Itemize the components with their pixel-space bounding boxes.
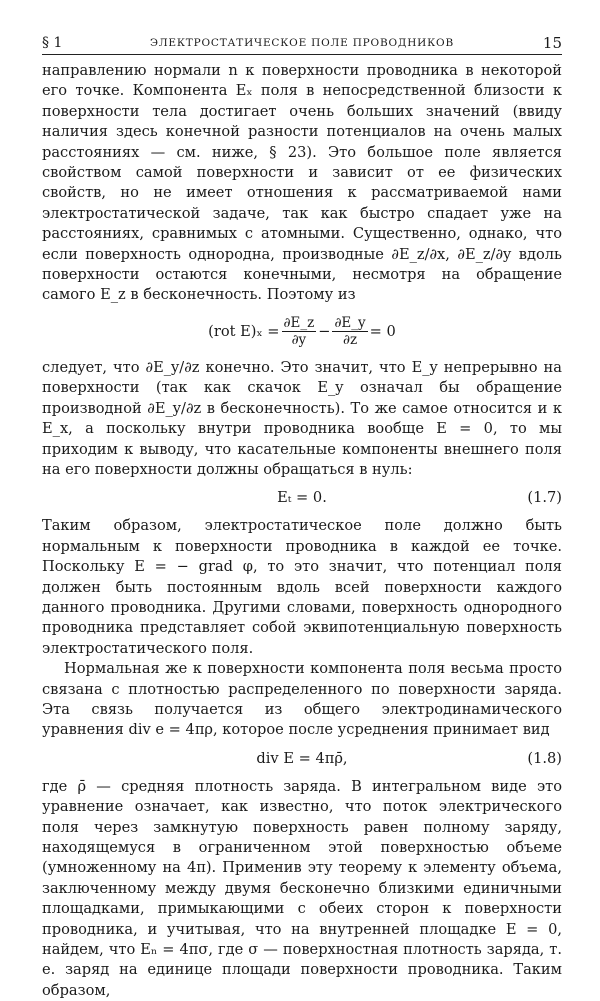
paragraph-1: направлению нормали n к поверхности проводника в некоторой его точке. Компонента Eₓ поля в непосредственной близости к поверхности тела достигает очень больших значений (ввиду наличия здесь конечной разности потенциалов на очень малых расстояниях — см. ниже, § 23). Это большое поле является свойством самой поверхности и зависит от ее физических свойств, но не имеет отношения к рассматриваемой нами электростатической задаче, так как быстро спадает уже на расстояниях, сравнимых с атомными. Существенно, однако, что если поверхность однородна, производные ∂E_z/∂x, ∂E_z/∂y вдоль поверхности остаются конечными, несмотря на обращение самого E_z в бесконечность. Поэтому из [42,62,562,304]
fraction-denominator: ∂y [291,332,307,349]
fraction-dEy-dz [332,315,367,348]
equation-expression: div E = 4πρ̄, [256,749,348,767]
equation-rot-rhs: = 0 [369,322,396,340]
equation-1-7 [42,484,562,512]
page-number: 15 [542,34,562,52]
fraction-denominator: ∂z [343,332,358,349]
equation-1-8 [42,745,562,773]
paragraph-5: где ρ̄ — средняя плотность заряда. В интегральном виде это уравнение означает, как известно, что поток электрического поля через замкнутую поверхность равен полному заряду, находящемуся в ограниченном этой поверхностью объеме (умноженному на 4π). Применив эту теорему к элементу объема, заключенному между двумя бесконечно близкими единичными площадками, примыкающими с обеих сторон к поверхности проводника, и учитывая, что на внутренней площадке E = 0, найдем, что Eₙ = 4πσ, где σ — поверхностная плотность заряда, т. е. заряд на единице площади поверхности проводника. Таким образом, [42,777,562,999]
fraction-numerator: ∂E_y [334,315,366,332]
minus-sign: − [318,322,331,340]
page [42,32,562,1001]
paragraph-2: следует, что ∂E_y/∂z конечно. Это значит, что E_y непрерывно на поверхности (так как скачок E_y означал бы обращение производной ∂E_y/∂z в бесконечность). То же самое относится и к E_x, а поскольку внутри проводника вообще E = 0, то мы приходим к выводу, что касательные компоненты внешнего поля на его поверхности должны обращаться в нуль: [42,358,562,478]
fraction-numerator: ∂E_z [283,315,315,332]
section-label: § 1 [42,35,63,51]
equation-rot-lhs: (rot E)ₓ = [208,322,280,340]
running-header [42,32,562,55]
paragraph-3: Таким образом, электростатическое поле должно быть нормальным к поверхности проводника в каждой ее точке. Поскольку E = − grad φ, то это значит, что потенциал поля должен быть постоянным вдоль всей поверхности каждого данного проводника. Другими словами, поверхность однородного проводника представляет собой эквипотенциальную поверхность электростатического поля. [42,517,562,657]
equation-number: (1.8) [527,749,562,767]
paragraph-4: Нормальная же к поверхности компонента поля весьма просто связана с плотностью распределенного по поверхности заряда. Эта связь получается из общего электродинамического уравнения div e = 4πρ, которое после усреднения принимает вид [42,660,562,739]
fraction-dEz-dy [282,315,317,348]
equation-expression: Eₜ = 0. [277,489,327,507]
running-title: ЭЛЕКТРОСТАТИЧЕСКОЕ ПОЛЕ ПРОВОДНИКОВ [150,37,454,49]
equation-number: (1.7) [527,489,562,507]
page-body [42,61,562,1001]
equation-rot [42,310,562,354]
